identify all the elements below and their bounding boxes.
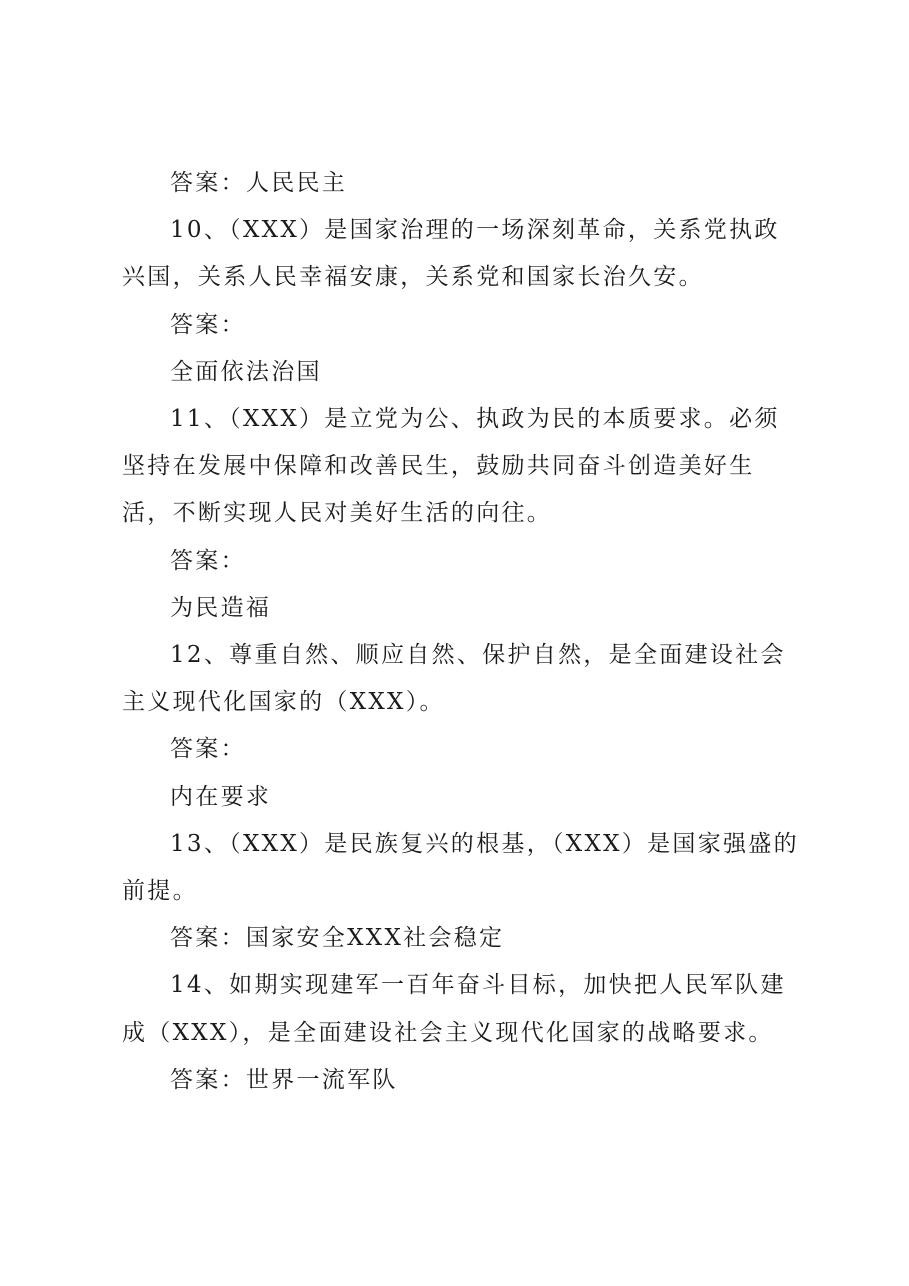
question-11: 11、（XXX）是立党为公、执政为民的本质要求。必须坚持在发展中保障和改善民生，鼓励共同奋斗创造美好生活，不断实现人民对美好生活的向往。 [122,406,780,527]
document-body [122,160,802,1104]
answer-text: 为民造福 [170,594,272,621]
answer-label: 答案： [170,311,246,338]
answer-line: 答案：国家安全XXX社会稳定 [170,925,505,952]
answer-line: 答案：人民民主 [170,170,348,196]
answer-text: 内在要求 [170,783,272,810]
answer-label: 答案： [170,547,246,574]
question-10: 10、（XXX）是国家治理的一场深刻革命，关系党执政兴国，关系人民幸福安康，关系党和国家长治久安。 [122,217,780,291]
answer-line: 答案：世界一流军队 [170,1066,398,1093]
question-12: 12、尊重自然、顺应自然、保护自然，是全面建设社会主义现代化国家的（XXX）。 [122,642,786,716]
answer-label: 答案： [170,736,246,763]
question-14: 14、如期实现建军一百年奋斗目标，加快把人民军队建成（XXX），是全面建设社会主义现代化国家的战略要求。 [122,972,786,1046]
answer-text: 全面依法治国 [170,358,322,385]
question-13: 13、（XXX）是民族复兴的根基，（XXX）是国家强盛的前提。 [122,830,799,905]
